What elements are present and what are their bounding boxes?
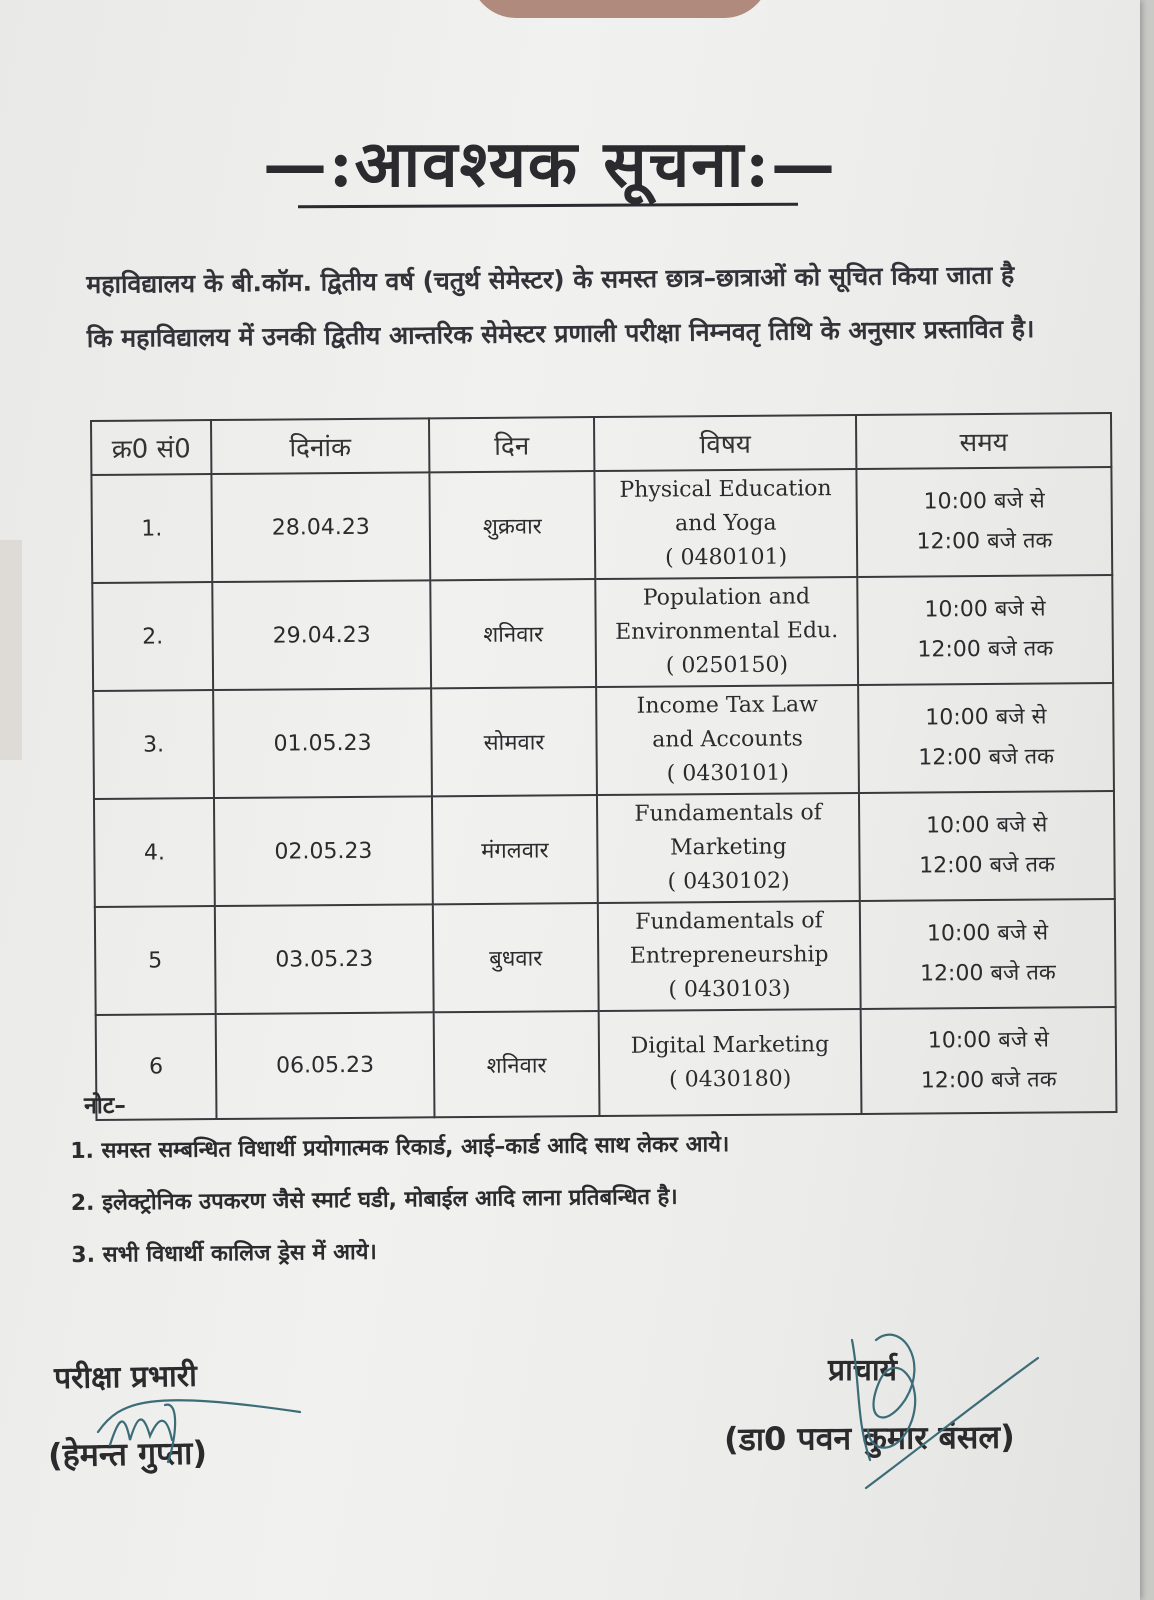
table-header-row bbox=[91, 413, 1111, 475]
cell-subject bbox=[598, 901, 861, 1011]
subject-code: ( 0250150) bbox=[665, 652, 789, 679]
time-end: 12:00 बजे तक bbox=[917, 636, 1054, 663]
cell-day: शुक्रवार bbox=[429, 471, 595, 580]
table-row bbox=[96, 1007, 1117, 1120]
cell-day: शनिवार bbox=[430, 579, 596, 688]
notes-list bbox=[70, 1116, 1032, 1282]
subject-code: ( 0430102) bbox=[667, 868, 790, 895]
header-date: दिनांक bbox=[211, 418, 429, 474]
cell-sno: 4. bbox=[94, 798, 215, 907]
cell-date: 01.05.23 bbox=[213, 688, 432, 798]
exam-schedule-table bbox=[90, 412, 1117, 1121]
cell-time bbox=[856, 467, 1112, 577]
cell-date: 03.05.23 bbox=[215, 904, 434, 1014]
subject-line: Physical Education bbox=[619, 476, 832, 503]
time-end: 12:00 बजे तक bbox=[918, 744, 1055, 771]
header-day: दिन bbox=[429, 417, 594, 472]
time-end: 12:00 बजे तक bbox=[920, 1066, 1057, 1093]
subject-line: Income Tax Law bbox=[636, 692, 819, 719]
holding-finger bbox=[470, 0, 770, 18]
cell-date: 06.05.23 bbox=[216, 1012, 435, 1119]
table-row bbox=[91, 467, 1112, 583]
exam-incharge-title: परीक्षा प्रभारी bbox=[53, 1358, 198, 1397]
cell-day: शनिवार bbox=[434, 1011, 600, 1117]
note-item: 2. इलेक्ट्रोनिक उपकरण जैसे स्मार्ट घडी, मोबाईल आदि लाना प्रतिबन्धित है। bbox=[70, 1184, 678, 1216]
header-subject: विषय bbox=[594, 415, 856, 471]
subject-line: Fundamentals of bbox=[635, 908, 823, 935]
cell-date: 29.04.23 bbox=[212, 580, 431, 690]
subject-line: and Yoga bbox=[675, 510, 777, 537]
notes-heading: नोट– bbox=[83, 1092, 126, 1120]
cell-day: मंगलवार bbox=[432, 795, 598, 904]
cell-date: 28.04.23 bbox=[211, 472, 430, 582]
time-start: 10:00 बजे से bbox=[924, 596, 1046, 623]
cell-subject bbox=[594, 469, 857, 579]
cell-sno: 3. bbox=[93, 690, 214, 799]
subject-line: Marketing bbox=[669, 834, 787, 861]
time-end: 12:00 बजे तक bbox=[916, 528, 1053, 555]
time-start: 10:00 बजे से bbox=[925, 704, 1047, 731]
table-row bbox=[93, 683, 1114, 799]
time-end: 12:00 बजे तक bbox=[919, 852, 1055, 879]
cell-time bbox=[859, 791, 1115, 901]
cell-day: सोमवार bbox=[431, 687, 597, 796]
cell-subject bbox=[595, 577, 858, 687]
header-time: समय bbox=[856, 413, 1111, 469]
time-start: 10:00 बजे से bbox=[926, 920, 1049, 947]
cell-time bbox=[858, 683, 1114, 793]
table-row bbox=[94, 791, 1115, 907]
subject-line: Environmental Edu. bbox=[615, 618, 839, 645]
subject-code: ( 0430101) bbox=[666, 760, 789, 787]
subject-code: ( 0430103) bbox=[668, 976, 791, 1003]
table-row bbox=[95, 899, 1116, 1015]
principal-name: (डा0 पवन कुमार बंसल) bbox=[723, 1417, 1015, 1459]
subject-line: Fundamentals of bbox=[634, 800, 822, 827]
header-sno: क्र0 सं0 bbox=[91, 420, 211, 475]
background-edge bbox=[0, 540, 22, 760]
principal-title: प्राचार्य bbox=[828, 1353, 898, 1388]
subject-line: Digital Marketing bbox=[630, 1031, 830, 1059]
note-item: 1. समस्त सम्बन्धित विधार्थी प्रयोगात्मक रिकार्ड, आई–कार्ड आदि साथ लेकर आये। bbox=[70, 1132, 730, 1164]
subject-line: and Accounts bbox=[652, 726, 803, 753]
cell-day: बुधवार bbox=[433, 903, 599, 1012]
cell-sno: 1. bbox=[91, 474, 212, 583]
cell-sno: 6 bbox=[96, 1014, 217, 1120]
cell-subject bbox=[599, 1009, 862, 1116]
cell-time bbox=[861, 1007, 1117, 1114]
table-row bbox=[92, 575, 1113, 691]
cell-time bbox=[857, 575, 1113, 685]
cell-date: 02.05.23 bbox=[214, 796, 433, 906]
subject-code: ( 0480101) bbox=[664, 544, 788, 571]
time-start: 10:00 बजे से bbox=[927, 1026, 1050, 1053]
cell-time bbox=[860, 899, 1116, 1009]
time-end: 12:00 बजे तक bbox=[919, 960, 1056, 987]
cell-subject bbox=[596, 685, 859, 795]
notice-title: —:आवश्यक सूचना:— bbox=[263, 127, 837, 202]
exam-incharge-name: (हेमन्त गुप्ता) bbox=[47, 1433, 208, 1475]
notice-intro: महाविद्यालय के बी.कॉम. द्वितीय वर्ष (चतुर्थ सेमेस्टर) के समस्त छात्र–छात्राओं को सूचित किया जाता है कि महाविद्यालय में उनकी द्वितीय आन्तरिक सेमेस्टर प्रणाली परीक्षा निम्नवतृ तिथि के अनुसार प्रस्तावित है। bbox=[86, 260, 1035, 353]
time-start: 10:00 बजे से bbox=[923, 488, 1045, 515]
cell-subject bbox=[597, 793, 860, 903]
note-item: 3. सभी विधार्थी कालिज ड्रेस में आये। bbox=[71, 1239, 377, 1268]
time-start: 10:00 बजे से bbox=[926, 812, 1048, 839]
subject-line: Population and bbox=[642, 584, 811, 611]
subject-line: Entrepreneurship bbox=[629, 942, 829, 969]
cell-sno: 2. bbox=[92, 582, 213, 691]
cell-sno: 5 bbox=[95, 906, 216, 1015]
subject-code: ( 0430180) bbox=[669, 1066, 792, 1092]
